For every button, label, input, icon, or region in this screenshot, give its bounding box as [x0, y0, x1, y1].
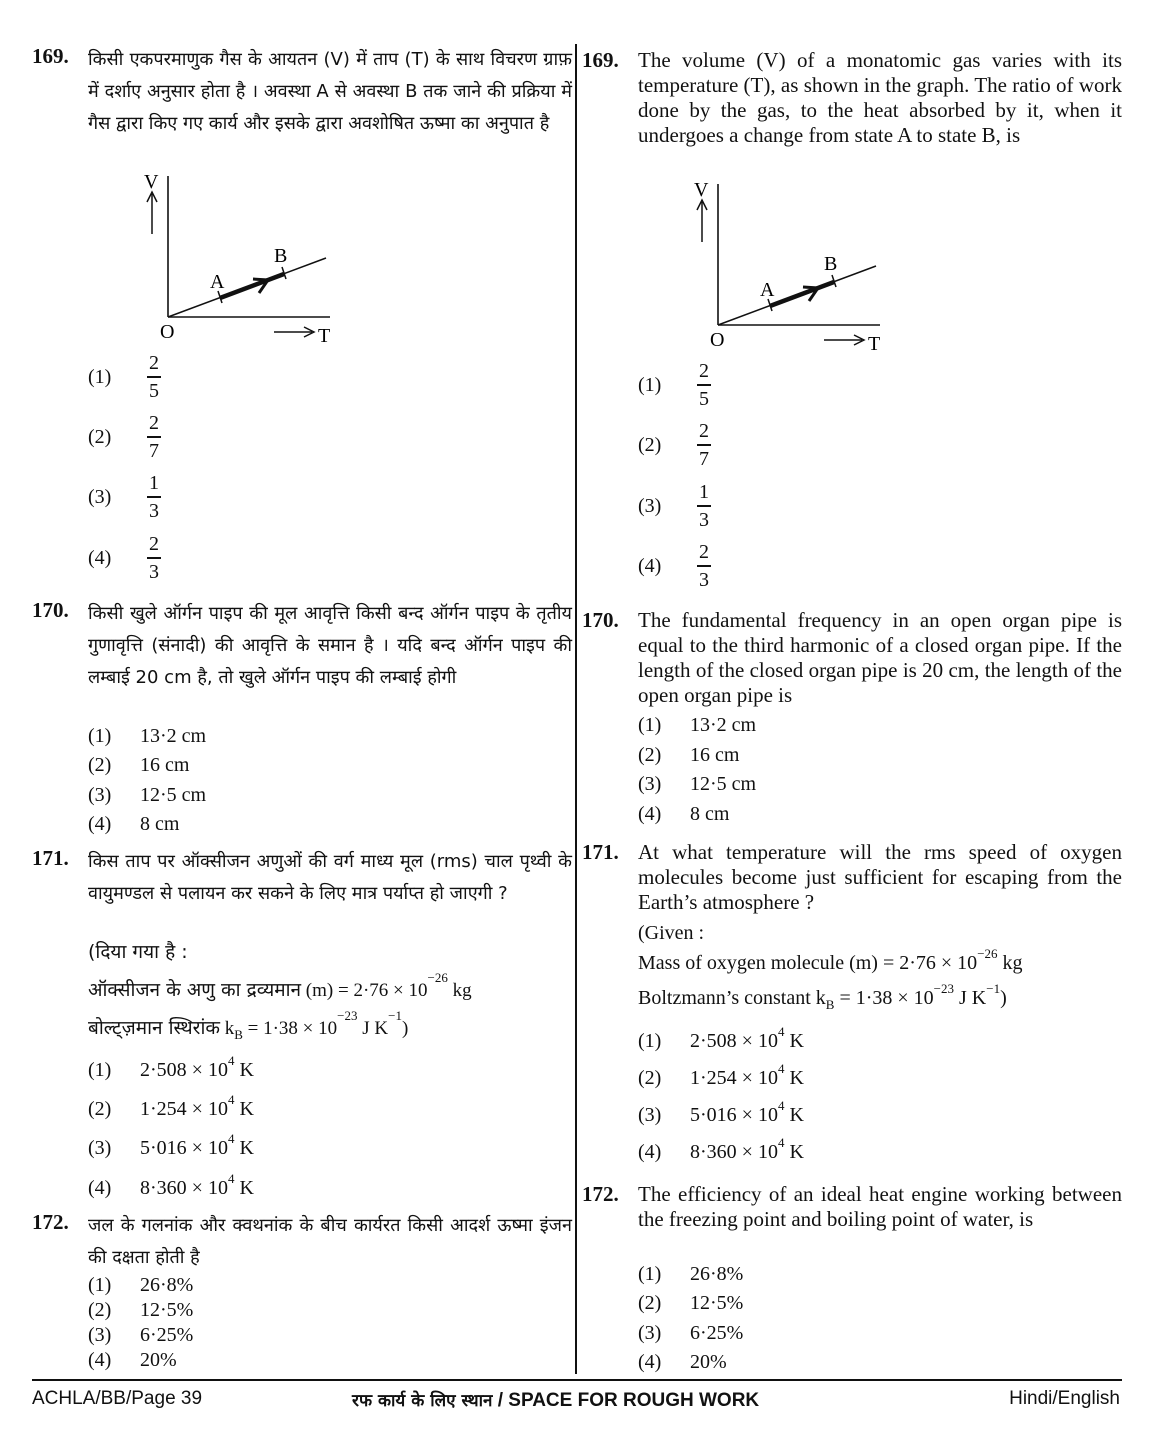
- option-2[interactable]: (2): [88, 426, 112, 448]
- given-heading: (दिया गया है :: [88, 941, 188, 963]
- question-text: The volume (V) of a monatomic gas varies with its temperature (T), as shown in the graph. The ratio of work done by the gas, to the heat absorbed by it, when it undergoes a change from state A to state B, is: [638, 48, 1122, 147]
- point-b-label: B: [274, 245, 288, 267]
- given-mass: ऑक्सीजन के अणु का द्रव्यमान $(m) = 2\cdot 76 \times 10^{-26}$ kg: [88, 970, 472, 1001]
- option-2[interactable]: (2): [638, 434, 662, 456]
- y-axis-label: V: [144, 171, 159, 193]
- option-3[interactable]: (3) 6·25%: [638, 1322, 744, 1344]
- option-1[interactable]: (1) 26·8%: [88, 1274, 194, 1296]
- fraction-option-3: 1 3: [699, 481, 709, 531]
- question-text: जल के गलनांक और क्वथनांक के बीच कार्यरत किसी आदर्श ऊष्मा इंजन की दक्षता होती है: [88, 1215, 572, 1268]
- point-a-label: A: [210, 271, 225, 293]
- question-number: 171.: [582, 840, 619, 864]
- option-3[interactable]: (3) $5\cdot 016 \times 10^4$ K: [88, 1131, 254, 1159]
- question-171-en: [582, 840, 1122, 915]
- rough-work-label: रफ कार्य के लिए स्थान / SPACE FOR ROUGH WORK: [352, 1390, 760, 1411]
- option-3[interactable]: (3) 12·5 cm: [638, 773, 757, 795]
- footer-rule: [32, 1379, 1122, 1381]
- x-axis-label: T: [318, 325, 331, 347]
- fraction-option-4: 2 3: [699, 541, 709, 591]
- x-axis-label: T: [868, 333, 881, 355]
- option-4[interactable]: (4): [88, 547, 112, 569]
- question-169-en: [582, 48, 1122, 148]
- question-169-hi: [32, 44, 572, 140]
- option-3[interactable]: (3): [88, 486, 112, 508]
- option-4[interactable]: (4) 20%: [638, 1351, 727, 1373]
- option-4[interactable]: (4) 8 cm: [638, 803, 730, 825]
- y-axis-label: V: [694, 179, 709, 201]
- option-2[interactable]: (2) 16 cm: [638, 744, 740, 766]
- option-2[interactable]: (2) 12·5%: [638, 1292, 744, 1314]
- question-number: 170.: [32, 598, 69, 622]
- option-3[interactable]: (3) $5\cdot 016 \times 10^4$ K: [638, 1098, 804, 1126]
- origin-label: O: [710, 329, 725, 351]
- option-2[interactable]: (2) 16 cm: [88, 754, 190, 776]
- option-4[interactable]: (4) $8\cdot 360 \times 10^4$ K: [638, 1135, 804, 1163]
- question-text: The fundamental frequency in an open organ pipe is equal to the third harmonic of a closed organ pipe. If the length of the closed organ pipe is 20 cm, the length of the open organ pipe is: [638, 608, 1122, 707]
- language-label: Hindi/English: [1009, 1388, 1120, 1409]
- question-number: 172.: [32, 1210, 69, 1234]
- question-number: 172.: [582, 1182, 619, 1206]
- option-3[interactable]: (3) 12·5 cm: [88, 784, 207, 806]
- page-label: ACHLA/BB/Page 39: [32, 1388, 203, 1409]
- given-heading: (Given :: [638, 922, 705, 944]
- option-1[interactable]: (1) $2\cdot 508 \times 10^4$ K: [88, 1053, 254, 1081]
- origin-label: O: [160, 321, 175, 343]
- option-4[interactable]: (4): [638, 555, 662, 577]
- fraction-option-1: 2 5: [149, 352, 159, 402]
- option-4[interactable]: (4) 8 cm: [88, 813, 180, 835]
- option-1[interactable]: (1) 26·8%: [638, 1263, 744, 1285]
- fraction-option-2: 2 7: [149, 412, 159, 462]
- option-2[interactable]: (2) 12·5%: [88, 1299, 194, 1321]
- question-172-en: [582, 1182, 1122, 1232]
- question-170-hi: [32, 598, 572, 694]
- option-1[interactable]: (1) 13·2 cm: [88, 725, 207, 747]
- vt-graph-hi: [140, 170, 340, 350]
- given-mass: Mass of oxygen molecule $(m) = 2\cdot 76 \times 10^{-26}$ kg: [638, 946, 1023, 974]
- question-number: 169.: [582, 48, 619, 72]
- fraction-option-2: 2 7: [699, 420, 709, 470]
- option-1[interactable]: (1) $2\cdot 508 \times 10^4$ K: [638, 1024, 804, 1052]
- vt-graph-en: [690, 178, 890, 358]
- point-a-label: A: [760, 279, 775, 301]
- column-divider: [575, 44, 577, 1374]
- question-text: The efficiency of an ideal heat engine working between the freezing point and boiling point of water, is: [638, 1182, 1122, 1231]
- option-4[interactable]: (4) $8\cdot 360 \times 10^4$ K: [88, 1171, 254, 1199]
- question-number: 171.: [32, 846, 69, 870]
- option-3[interactable]: (3) 6·25%: [88, 1324, 194, 1346]
- question-text: At what temperature will the rms speed of oxygen molecules become just sufficient for escaping from the Earth’s atmosphere ?: [638, 840, 1122, 914]
- question-number: 169.: [32, 44, 69, 68]
- question-number: 170.: [582, 608, 619, 632]
- question-text: किसी एकपरमाणुक गैस के आयतन (V) में ताप (T) के साथ विचरण ग्राफ़ में दर्शाए अनुसार होता है । अवस्था A से अवस्था B तक जाने की प्रक्रिया में गैस द्वारा किए गए कार्य और इसके द्वारा अवशोषित ऊष्मा का अनुपात है: [88, 49, 572, 134]
- option-1[interactable]: (1): [88, 366, 112, 388]
- question-171-hi: [32, 846, 572, 910]
- question-text: किसी खुले ऑर्गन पाइप की मूल आवृत्ति किसी बन्द ऑर्गन पाइप के तृतीय गुणावृत्ति (संनादी) की आवृत्ति के समान है । यदि बन्द ऑर्गन पाइप की लम्बाई 20 cm है, तो खुले ऑर्गन पाइप की लम्बाई होगी: [88, 603, 572, 688]
- option-2[interactable]: (2) $1\cdot 254 \times 10^4$ K: [88, 1092, 254, 1120]
- fraction-option-3: 1 3: [149, 472, 159, 522]
- fraction-option-4: 2 3: [149, 533, 159, 583]
- point-b-label: B: [824, 253, 838, 275]
- fraction-option-1: 2 5: [699, 360, 709, 410]
- option-3[interactable]: (3): [638, 495, 662, 517]
- option-2[interactable]: (2) $1\cdot 254 \times 10^4$ K: [638, 1061, 804, 1089]
- given-boltzmann: बोल्ट्ज़मान स्थिरांक $k_B = 1\cdot 38 \times 10^{-23}$ J $K^{-1}$): [88, 1008, 409, 1042]
- option-1[interactable]: (1) 13·2 cm: [638, 714, 757, 736]
- question-text: किस ताप पर ऑक्सीजन अणुओं की वर्ग माध्य मूल (rms) चाल पृथ्वी के वायुमण्डल से पलायन कर सकने के लिए मात्र पर्याप्त हो जाएगी ?: [88, 851, 572, 904]
- question-170-en: [582, 608, 1122, 708]
- question-172-hi: [32, 1210, 572, 1274]
- option-4[interactable]: (4) 20%: [88, 1349, 177, 1371]
- given-boltzmann: Boltzmann’s constant $k_B = 1\cdot 38 \times 10^{-23}$ J $K^{-1}$): [638, 981, 1007, 1012]
- option-1[interactable]: (1): [638, 374, 662, 396]
